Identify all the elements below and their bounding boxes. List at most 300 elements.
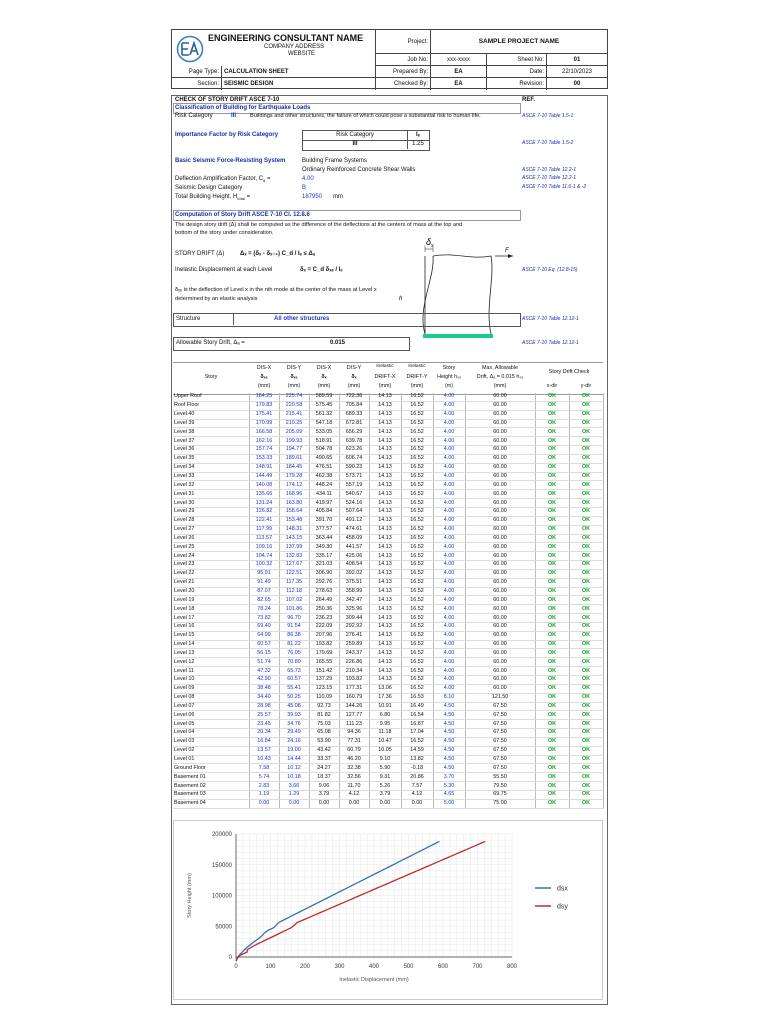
disy-inelastic: 226.86	[339, 658, 369, 667]
disx-inelastic: 391.70	[309, 516, 339, 525]
check-x: OK	[535, 711, 569, 720]
disx-inelastic: 53.90	[309, 737, 339, 746]
drift-y: 16.52	[401, 737, 433, 746]
check-x: OK	[535, 640, 569, 649]
story-name: Level 36	[173, 446, 249, 455]
y-tick-label: 100000	[211, 893, 232, 900]
story-height: 8.10	[433, 693, 465, 702]
risk-category-label: Risk Category	[175, 113, 213, 119]
y-tick-label: 150000	[211, 862, 232, 869]
drift-x: 14.13	[369, 561, 401, 570]
max-allowable-drift: 60.00	[465, 446, 535, 455]
table-row	[173, 764, 603, 773]
disx-inelastic: 264.49	[309, 596, 339, 605]
disy-elastic: 143.15	[279, 534, 309, 543]
table-row	[173, 481, 603, 490]
story-height: 4.00	[433, 552, 465, 561]
max-allowable-drift: 60.00	[465, 410, 535, 419]
check-x: OK	[535, 684, 569, 693]
system-reference: ASCE 7-10 Table 12.2-1	[522, 167, 577, 173]
story-height: 4.00	[433, 569, 465, 578]
story-height: 4.00	[433, 454, 465, 463]
disx-inelastic: 123.15	[309, 684, 339, 693]
page-type-value: CALCULATION SHEET	[222, 66, 376, 78]
disx-elastic: 109.16	[249, 543, 279, 552]
disy-elastic: 122.51	[279, 569, 309, 578]
disx-elastic: 51.74	[249, 658, 279, 667]
drift-y: 16.52	[401, 543, 433, 552]
table-row	[173, 578, 603, 587]
disx-inelastic: 306.90	[309, 569, 339, 578]
disy-elastic: 39.93	[279, 711, 309, 720]
check-x: OK	[535, 764, 569, 773]
disx-elastic: 166.58	[249, 428, 279, 437]
drift-x: 14.13	[369, 410, 401, 419]
disx-inelastic: 3.79	[309, 790, 339, 799]
disy-elastic: 189.61	[279, 454, 309, 463]
disy-elastic: 205.09	[279, 428, 309, 437]
table-row	[173, 755, 603, 764]
check-y: OK	[569, 737, 603, 746]
x-tick-label: 0	[234, 964, 238, 970]
table-row	[173, 658, 603, 667]
story-name: Level 24	[173, 552, 249, 561]
inelastic-formula: δₓ = C_d δₓₑ / Iₑ	[300, 267, 343, 273]
disy-inelastic: 573.71	[339, 472, 369, 481]
story-height: 4.00	[433, 596, 465, 605]
disx-elastic: 28.98	[249, 702, 279, 711]
check-x: OK	[535, 401, 569, 410]
story-name: Basement 03	[173, 790, 249, 799]
imp-col-risk: Risk Category	[303, 131, 408, 141]
story-height: 4.00	[433, 676, 465, 685]
story-name: Level 39	[173, 419, 249, 428]
x-tick-label: 500	[403, 964, 414, 970]
check-y: OK	[569, 543, 603, 552]
disy-elastic: 34.76	[279, 720, 309, 729]
header-disx: DIS-X	[256, 365, 272, 371]
disy-inelastic: 46.20	[339, 755, 369, 764]
disx-elastic: 25.57	[249, 711, 279, 720]
drift-x: 14.13	[369, 543, 401, 552]
max-allowable-drift: 60.00	[465, 658, 535, 667]
story-height: 4.00	[433, 490, 465, 499]
drift-y: 16.49	[401, 702, 433, 711]
disy-elastic: 168.96	[279, 490, 309, 499]
drift-x: 14.13	[369, 463, 401, 472]
check-y: OK	[569, 428, 603, 437]
drift-y: 16.52	[401, 463, 433, 472]
cd-label: Deflection Amplification Factor, $C_d$ =	[175, 176, 271, 184]
drift-x: 9.10	[369, 755, 401, 764]
disy-elastic: 10.12	[279, 764, 309, 773]
disx-elastic: 64.99	[249, 631, 279, 640]
disy-elastic: 127.67	[279, 561, 309, 570]
disy-inelastic: 672.81	[339, 419, 369, 428]
header-x-dir: x-dir	[546, 383, 558, 389]
x-tick-label: 600	[437, 964, 449, 970]
disy-inelastic: 392.02	[339, 569, 369, 578]
dxe-line-2: determined by an elastic analysis	[175, 296, 258, 302]
check-y: OK	[569, 790, 603, 799]
structure-label: Structure	[176, 316, 201, 322]
check-x: OK	[535, 658, 569, 667]
disy-elastic: 179.28	[279, 472, 309, 481]
check-x: OK	[535, 463, 569, 472]
story-name: Level 28	[173, 516, 249, 525]
height-value: 187950	[302, 194, 323, 200]
table-row	[173, 393, 603, 401]
disx-elastic: 47.32	[249, 667, 279, 676]
story-name: Level 29	[173, 507, 249, 516]
disy-inelastic: 292.92	[339, 622, 369, 631]
description-line-1: The design story drift (Δ) shall be computed as the difference of the deflections at the centers of mass at the top and	[175, 222, 463, 228]
company-block	[172, 30, 376, 66]
drift-y: 7.57	[401, 782, 433, 791]
disx-inelastic: 547.18	[309, 419, 339, 428]
disx-elastic: 175.41	[249, 410, 279, 419]
disx-elastic: 91.49	[249, 578, 279, 587]
check-y: OK	[569, 720, 603, 729]
max-allowable-drift: 60.00	[465, 401, 535, 410]
check-x: OK	[535, 729, 569, 738]
disx-inelastic: 575.45	[309, 401, 339, 410]
header-drift-y-1: Inelastic	[408, 364, 426, 369]
sheet-title: CHECK OF STORY DRIFT ASCE 7-10	[175, 97, 280, 103]
story-height: 4.50	[433, 711, 465, 720]
disx-inelastic: 110.09	[309, 693, 339, 702]
max-allowable-drift: 60.00	[465, 649, 535, 658]
drift-y: 16.54	[401, 711, 433, 720]
x-axis-label: Inelastic Displacement (mm)	[339, 977, 409, 983]
drift-y: 16.52	[401, 516, 433, 525]
max-allowable-drift: 67.50	[465, 755, 535, 764]
header-drift-x-1: Inelastic	[376, 364, 394, 369]
disx-inelastic: 462.38	[309, 472, 339, 481]
table-row	[173, 428, 603, 437]
importance-reference: ASCE 7-10 Table 1.5-2	[522, 140, 574, 146]
drift-y: 17.04	[401, 729, 433, 738]
disx-elastic: 131.24	[249, 499, 279, 508]
disy-elastic: 220.58	[279, 401, 309, 410]
max-allowable-drift: 67.50	[465, 702, 535, 711]
disy-elastic: 55.41	[279, 684, 309, 693]
check-y: OK	[569, 640, 603, 649]
story-name: Level 05	[173, 720, 249, 729]
allowable-label: Allowable Story Drift, Δₐ =	[176, 340, 245, 346]
disx-inelastic: 278.63	[309, 587, 339, 596]
check-y: OK	[569, 622, 603, 631]
story-name: Level 23	[173, 561, 249, 570]
check-y: OK	[569, 605, 603, 614]
checked-label: Checked By:	[376, 78, 431, 90]
table-row	[173, 490, 603, 499]
header-drift-x-2: DRIFT-X	[374, 374, 396, 380]
check-x: OK	[535, 790, 569, 799]
story-name: Level 03	[173, 737, 249, 746]
check-x: OK	[535, 614, 569, 623]
disy-elastic: 70.89	[279, 658, 309, 667]
disx-inelastic: 292.76	[309, 578, 339, 587]
story-name: Level 31	[173, 490, 249, 499]
disx-inelastic: 236.23	[309, 614, 339, 623]
drift-x: 14.13	[369, 605, 401, 614]
max-allowable-drift: 67.50	[465, 729, 535, 738]
drift-x: 14.13	[369, 516, 401, 525]
drift-y: 16.52	[401, 507, 433, 516]
header-max-allowable-3: (mm)	[493, 383, 507, 389]
force-label: F	[505, 248, 509, 254]
check-x: OK	[535, 552, 569, 561]
drift-y: 16.52	[401, 640, 433, 649]
drift-y: 16.52	[401, 667, 433, 676]
drift-y: 16.52	[401, 472, 433, 481]
check-y: OK	[569, 711, 603, 720]
check-x: OK	[535, 737, 569, 746]
height-label: Total Building Height, $H_{total}$ =	[175, 194, 251, 202]
job-label: Job No:	[376, 54, 431, 66]
disy-elastic: 60.57	[279, 676, 309, 685]
drift-y: 16.52	[401, 534, 433, 543]
max-allowable-drift: 60.00	[465, 454, 535, 463]
importance-table	[302, 130, 430, 151]
drift-x: 5.90	[369, 764, 401, 773]
header-disy-symbol: δₓₑ	[290, 374, 298, 380]
table-row	[173, 799, 603, 808]
drift-y: 13.82	[401, 755, 433, 764]
sdc-reference: ASCE 7-10 Table 11.6-1 & -2	[522, 184, 587, 190]
x-tick-label: 200	[299, 964, 311, 970]
table-row	[173, 790, 603, 799]
disx-elastic: 179.83	[249, 401, 279, 410]
table-header	[173, 362, 603, 395]
story-height: 4.65	[433, 790, 465, 799]
drift-y: 0.00	[401, 799, 433, 808]
disx-elastic: 148.91	[249, 463, 279, 472]
check-y: OK	[569, 596, 603, 605]
drift-y: 20.86	[401, 773, 433, 782]
check-x: OK	[535, 428, 569, 437]
story-name: Level 17	[173, 614, 249, 623]
max-allowable-drift: 67.50	[465, 711, 535, 720]
disy-inelastic: 11.70	[339, 782, 369, 791]
check-y: OK	[569, 454, 603, 463]
cd-reference: ASCE 7-10 Table 12.2-1	[522, 175, 577, 181]
drift-x: 14.13	[369, 622, 401, 631]
risk-reference: ASCE 7-10 Table 1.5-1	[522, 113, 574, 119]
table-row	[173, 640, 603, 649]
company-logo-icon	[176, 35, 204, 63]
drift-x: 14.13	[369, 446, 401, 455]
drift-x: 14.13	[369, 587, 401, 596]
max-allowable-drift: 60.00	[465, 499, 535, 508]
story-height: 4.00	[433, 499, 465, 508]
disy-inelastic: 4.12	[339, 790, 369, 799]
drift-y: 16.52	[401, 410, 433, 419]
disx-inelastic: 377.57	[309, 525, 339, 534]
drift-x: 10.47	[369, 737, 401, 746]
x-tick-label: 100	[265, 964, 276, 970]
disy-inelastic: 656.29	[339, 428, 369, 437]
importance-heading: Importance Factor by Risk Category	[175, 132, 279, 138]
disx-elastic: 126.82	[249, 507, 279, 516]
height-unit: mm	[333, 194, 343, 200]
check-y: OK	[569, 631, 603, 640]
disx-elastic: 20.34	[249, 729, 279, 738]
story-height: 4.00	[433, 649, 465, 658]
ground-base	[423, 334, 493, 338]
deflection-diagram	[395, 238, 520, 343]
check-x: OK	[535, 755, 569, 764]
y-tick-label: 50000	[215, 924, 232, 931]
project-value: SAMPLE PROJECT NAME	[431, 30, 607, 54]
drift-y: -0.18	[401, 764, 433, 773]
story-name: Upper Roof	[173, 393, 249, 401]
check-y: OK	[569, 702, 603, 711]
disy-elastic: 153.48	[279, 516, 309, 525]
disy-inelastic: 375.51	[339, 578, 369, 587]
disx-inelastic: 419.97	[309, 499, 339, 508]
drift-x: 10.91	[369, 702, 401, 711]
disx-inelastic: 589.59	[309, 393, 339, 401]
max-allowable-drift: 121.50	[465, 693, 535, 702]
max-allowable-drift: 69.75	[465, 790, 535, 799]
disy-elastic: 215.41	[279, 410, 309, 419]
story-name: Level 34	[173, 463, 249, 472]
disy-elastic: 76.05	[279, 649, 309, 658]
imp-ie-value: 1.25	[412, 141, 424, 147]
max-allowable-drift: 79.50	[465, 782, 535, 791]
revision-value: 00	[573, 81, 581, 87]
disy-elastic: 112.18	[279, 587, 309, 596]
disx-elastic: 144.49	[249, 472, 279, 481]
table-row	[173, 507, 603, 516]
check-x: OK	[535, 799, 569, 808]
story-height: 4.00	[433, 640, 465, 649]
disy-inelastic: 210.34	[339, 667, 369, 676]
disx-inelastic: 533.05	[309, 428, 339, 437]
story-height: 4.00	[433, 587, 465, 596]
disy-elastic: 24.16	[279, 737, 309, 746]
disy-inelastic: 722.36	[339, 393, 369, 401]
ref-heading: REF.	[522, 97, 536, 103]
header-disy: DIS-Y	[286, 365, 302, 371]
max-allowable-drift: 60.00	[465, 437, 535, 446]
disy-elastic: 194.77	[279, 446, 309, 455]
imp-col-ie: Iₑ	[407, 131, 429, 141]
table-row	[173, 702, 603, 711]
check-x: OK	[535, 667, 569, 676]
max-allowable-drift: 60.00	[465, 631, 535, 640]
drift-y: 16.52	[401, 446, 433, 455]
story-height: 4.00	[433, 525, 465, 534]
disx-inelastic: 504.78	[309, 446, 339, 455]
table-row	[173, 472, 603, 481]
drift-y: 16.52	[401, 419, 433, 428]
structure-reference: ASCE 7-10 Table 12.12-1	[522, 316, 579, 322]
drift-y: 16.52	[401, 393, 433, 401]
check-y: OK	[569, 773, 603, 782]
classification-heading: Classification of Building for Earthquake Loads	[175, 105, 311, 111]
check-x: OK	[535, 702, 569, 711]
disx-elastic: 100.32	[249, 561, 279, 570]
disy-inelastic: 441.57	[339, 543, 369, 552]
check-x: OK	[535, 605, 569, 614]
story-drift-table	[173, 393, 604, 809]
disy-elastic: 86.38	[279, 631, 309, 640]
sheet-value: 01	[547, 54, 607, 66]
story-name: Level 27	[173, 525, 249, 534]
disy-elastic: 148.31	[279, 525, 309, 534]
x-tick-label: 400	[368, 964, 380, 970]
story-name: Level 12	[173, 658, 249, 667]
story-name: Level 33	[173, 472, 249, 481]
header-inelastic-disy-symbol: δₓ	[351, 374, 357, 380]
disy-inelastic: 0.00	[339, 799, 369, 808]
header-drift-y-2: DRIFT-Y	[406, 374, 428, 380]
disy-inelastic: 705.84	[339, 401, 369, 410]
disx-elastic: 122.41	[249, 516, 279, 525]
check-y: OK	[569, 755, 603, 764]
story-height: 5.30	[433, 782, 465, 791]
table-row	[173, 622, 603, 631]
drift-y: 16.52	[401, 622, 433, 631]
check-y: OK	[569, 525, 603, 534]
header-inelastic-disy: DIS-Y	[346, 365, 362, 371]
max-allowable-drift: 60.00	[465, 428, 535, 437]
disy-elastic: 163.80	[279, 499, 309, 508]
max-allowable-drift: 67.50	[465, 720, 535, 729]
y-tick-label: 200000	[211, 832, 232, 838]
story-name: Level 02	[173, 746, 249, 755]
drift-x: 11.18	[369, 729, 401, 738]
story-height: 4.50	[433, 746, 465, 755]
dxe-line-1: δₓₑ is the deflection of Level x in the nth mode at the center of the mass at Level x	[175, 287, 377, 293]
disx-inelastic: 137.29	[309, 676, 339, 685]
story-height: 4.50	[433, 720, 465, 729]
check-y: OK	[569, 490, 603, 499]
disy-inelastic: 127.77	[339, 711, 369, 720]
check-x: OK	[535, 446, 569, 455]
drift-x: 14.13	[369, 428, 401, 437]
drift-x: 14.13	[369, 596, 401, 605]
disy-inelastic: 639.78	[339, 437, 369, 446]
story-name: Level 09	[173, 684, 249, 693]
max-allowable-drift: 60.00	[465, 507, 535, 516]
check-x: OK	[535, 561, 569, 570]
disx-inelastic: 65.08	[309, 729, 339, 738]
drift-x: 14.13	[369, 401, 401, 410]
drift-x: 14.13	[369, 649, 401, 658]
header-inelastic-disy-unit: (mm)	[347, 383, 361, 389]
table-row	[173, 605, 603, 614]
disx-elastic: 60.57	[249, 640, 279, 649]
table-row	[173, 782, 603, 791]
table-row	[173, 419, 603, 428]
drift-x: 14.13	[369, 437, 401, 446]
disy-inelastic: 177.31	[339, 684, 369, 693]
check-x: OK	[535, 569, 569, 578]
max-allowable-drift: 60.00	[465, 578, 535, 587]
disx-inelastic: 434.11	[309, 490, 339, 499]
displacement-chart	[173, 820, 603, 1000]
disx-elastic: 78.24	[249, 605, 279, 614]
disy-elastic: 199.93	[279, 437, 309, 446]
check-x: OK	[535, 578, 569, 587]
max-allowable-drift: 60.00	[465, 463, 535, 472]
check-x: OK	[535, 534, 569, 543]
series-line-dsx	[236, 841, 439, 961]
